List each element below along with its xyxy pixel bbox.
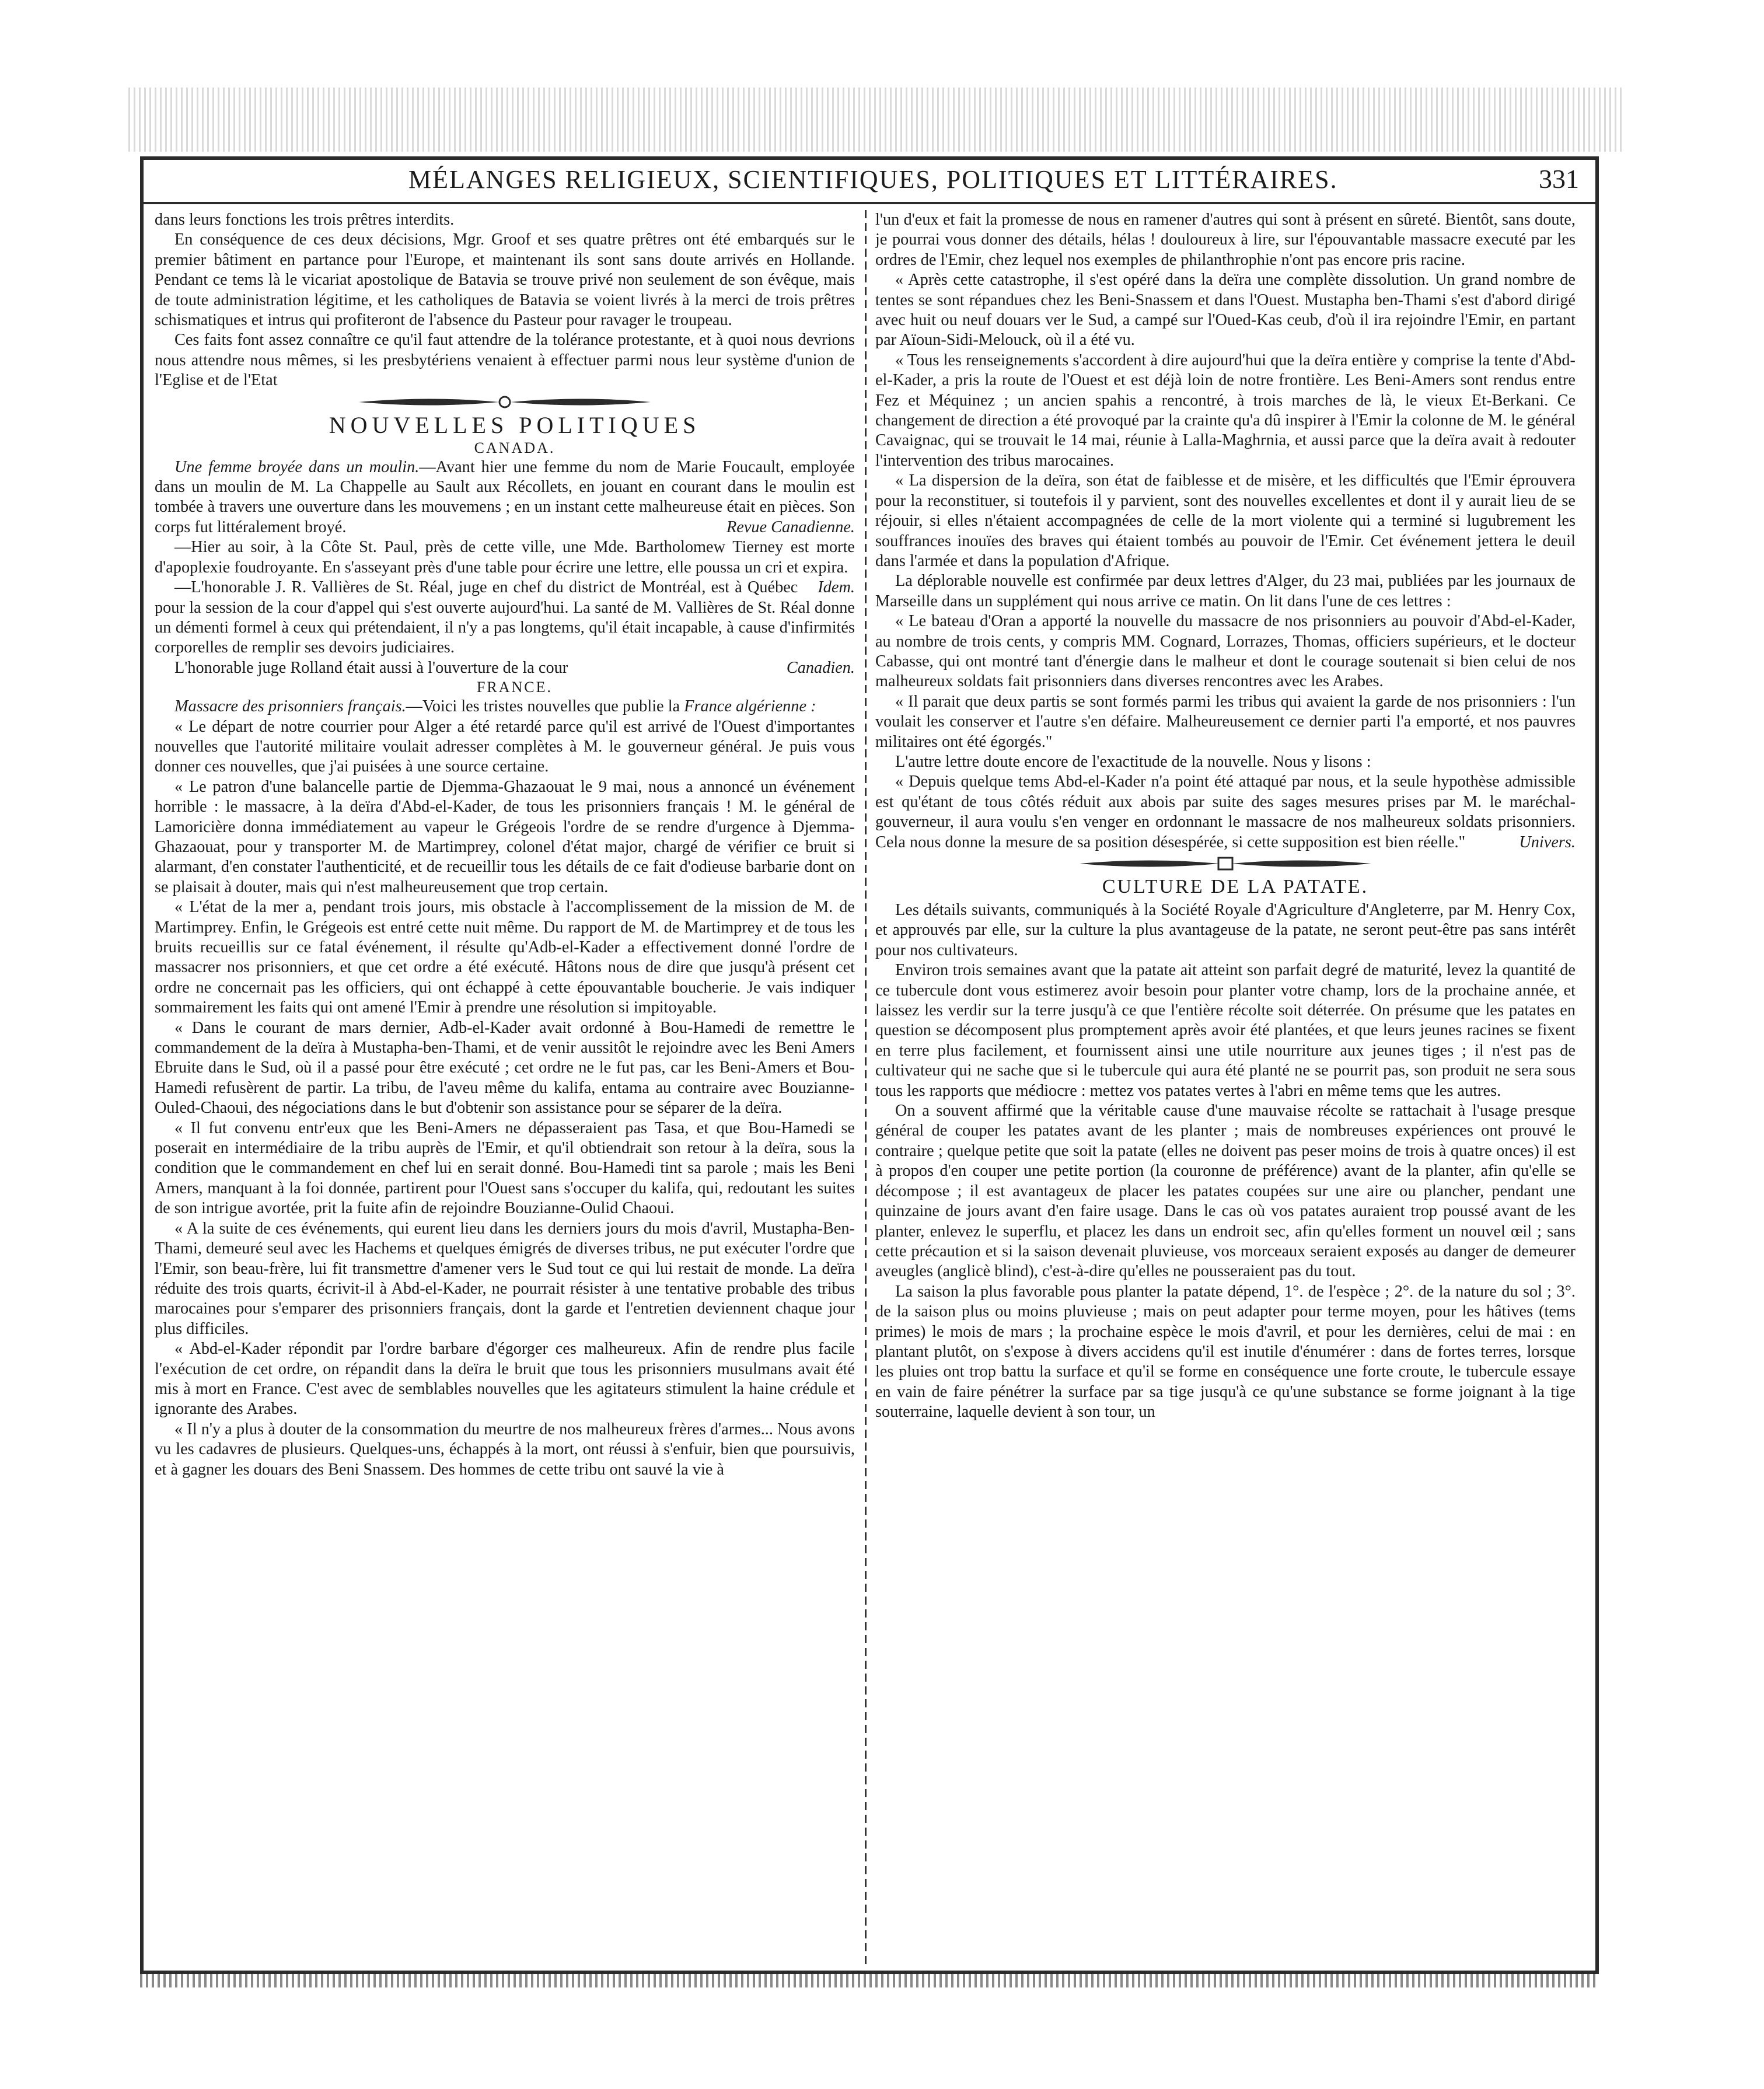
news-paragraph: « Le bateau d'Oran a apporté la nouvelle du massacre de nos prisonniers au pouvoir d'Abd-el-Kader, au nombre de trois cents, y compris MM. Cognard, Lorrazes, Thomas, officiers supérieurs, et le docteur Cabasse, qui ont montré tant d'énergie dans le malheur et dont le courage soutenait si bien celui de nos malheureux soldats fait prisonniers dans diverses rencontres avec les Arabes. (875, 612, 1576, 691)
news-item (155, 537, 855, 597)
heading-france: FRANCE. (476, 679, 553, 696)
news-text: —L'honorable J. R. Vallières de St. Réal, juge en chef du district de Montréal, est à Québec pour la session de la cour d'appel qui s'est ouverte aujourd'hui. La santé de M. Vallières de St. Réal donne un démenti formel à ceux qui prétendaient, il n'y a pas longtems, qu'il était incapable, à cause d'infirmités corporelles de remplir ses devoirs judiciaires. (155, 578, 855, 657)
news-paragraph: « Il parait que deux partis se sont formés parmi les tribus qui avaient la garde de nos prisonniers : l'un voulait les conserver et l'autre s'en défaire. Malheureusement ce dernier parti l'a emporté, et nos pauvres militaires ont été égorgés." (875, 692, 1576, 751)
news-source-univers: Univers. (1519, 833, 1576, 851)
france-lead: Massacre des prisonniers français. (174, 697, 406, 716)
news-source: Idem. (818, 578, 855, 597)
news-text: L'honorable juge Rolland était aussi à l'ouverture de la cour (174, 658, 568, 677)
news-source: Revue Canadienne. (726, 518, 855, 536)
intro-line: dans leurs fonctions les trois prêtres interdits. (155, 211, 455, 229)
france-paragraph: « Le départ de notre courrier pour Alger a été retardé parce qu'il est arrivé de l'Ouest d'importantes nouvelles que l'autorité militaire voulait adresser complètes à M. le gouverneur général. Je puis vous donner ces nouvelles, que j'ai puisées à une source certaine. (155, 717, 855, 776)
right-column (875, 210, 1576, 1966)
page-number: 331 (1539, 164, 1579, 194)
news-text: —Hier au soir, à la Côte St. Paul, près de cette ville, une Mde. Bartholomew Tierney est morte d'apoplexie foudroyante. En s'asseyant près d'une table pour écrire une lettre, elle poussa un cri et expira. (155, 538, 855, 577)
news-text: « Depuis quelque tems Abd-el-Kader n'a point été attaqué par nous, et la seule hypothèse admissible est qu'étant de tous côtés réduit aux abois par suite des sages mesures prises par M. le maréchal-gouverneur, il aura voulu s'en venger en ordonnant le massacre de nos malheureux soldats prisonniers. Cela nous donne la mesure de sa position désespérée, si cette supposition est bien réelle." (875, 773, 1576, 851)
france-paragraph: « Abd-el-Kader répondit par l'ordre barbare d'égorger ces malheureux. Afin de rendre plus facile l'exécution de cet ordre, on répandit dans la deïra le bruit que tous les prisonniers musulmans avait été mis à mort en France. C'est avec de semblables nouvelles que les agitateurs stimulent la haine crédule et ignorante des Arabes. (155, 1340, 855, 1419)
news-paragraph: l'un d'eux et fait la promesse de nous en ramener d'autres qui sont à présent en sûreté. Bientôt, sans doute, je pourrai vous donner des détails, hélas ! douloureux à lire, sur l'épouvantable massacre executé par les ordres de l'Emir, chez lequel nos exemples de philanthrophie n'ont pas encore pris racine. (875, 211, 1576, 269)
news-paragraph (875, 772, 1576, 853)
running-title: MÉLANGES RELIGIEUX, SCIENTIFIQUES, POLITIQUES ET LITTÉRAIRES. (408, 165, 1338, 194)
left-column (155, 210, 855, 1966)
france-paragraph: « A la suite de ces événements, qui eurent lieu dans les derniers jours du mois d'avril, Mustapha-Ben-Thami, demeuré seul avec les Hachems et quelques émigrés de diverses tribus, ne put exécuter l'ordre que l'Emir, son beau-frère, lui fit transmettre d'amener vers le Sud tout ce qui lui restait de monde. La deïra réduite des trois quarts, écrivit-il à Abd-el-Kader, ne pourrait résister à une tentative probable des tribus marocaines pour s'emparer des prisonniers français, dont la garde et l'entretien deviennent chaque jour plus difficiles. (155, 1219, 855, 1338)
news-paragraph: La déplorable nouvelle est confirmée par deux lettres d'Alger, du 23 mai, publiées par les journaux de Marseille dans un supplément qui nous arrive ce matin. On lit dans l'une de ces lettres : (875, 572, 1576, 610)
ornament-divider-icon (1074, 856, 1377, 871)
news-item (155, 658, 855, 678)
intro-paragraph: Ces faits font assez connaître ce qu'il faut attendre de la tolérance protestante, et à quoi nous devrions nous attendre nous mêmes, si les presbytériens venaient à effectuer parmi nous leur système d'union de l'Eglise et de l'Etat (155, 331, 855, 390)
culture-paragraph: Environ trois semaines avant que la patate ait atteint son parfait degré de maturité, levez la quantité de ce tubercule dont vous estimerez avoir besoin pour planter votre champ, lors de la prochaine année, et laissez les verdir sur la terre jusqu'à ce que l'entière récolte soit déterrée. On présume que les patates en question se décomposent plus promptement après avoir été plantées, et que leurs jeunes racines se fixent en terre plus facilement, et fournissent ainsi une utile nourriture aux jeunes tiges ; il n'est pas de cultivateur qui ne sache que si le tubercule qui aura été planté ne se pourrit pas, son produit ne sera sous tous les rapports que médiocre : mettez vos patates vertes à l'abri en même tems que les autres. (875, 961, 1576, 1100)
ornament-divider-icon (353, 394, 656, 410)
news-item (155, 457, 855, 538)
scan-noise-top (128, 88, 1622, 152)
page-header (140, 162, 1599, 200)
news-text: —Avant hier une femme du nom de Marie Foucault, employée dans un moulin de M. La Chappelle au Sault aux Récollets, en jouant en courant dans le moulin est tombée à travers une ouverture dans les mouvemens ; en un instant cette malheureuse était en pièces. Son corps fut littéralement broyé. (155, 457, 855, 536)
news-source: Canadien. (786, 658, 855, 677)
france-lead-text: —Voici les tristes nouvelles que publie la (406, 697, 680, 716)
news-paragraph: « Après cette catastrophe, il s'est opéré dans la deïra une complète dissolution. Un grand nombre de tentes se sont répandues chez les Beni-Snassem et dans l'Ouest. Mustapha ben-Thami s'est d'abord dirigé avec huit ou neuf douars ver le Sud, a campé sur l'Oued-Kas ceub, d'où il ira rejoindre l'Emir, en partant par Aïoun-Sidi-Melouck, où il a été vu. (875, 271, 1576, 350)
culture-paragraph: Les détails suivants, communiqués à la Société Royale d'Agriculture d'Angleterre, par M. Henry Cox, et approuvés par elle, sur la culture la plus avantageuse de la patate, ne seront peut-être pas sans intérêt pour nos cultivateurs. (875, 901, 1576, 959)
heading-canada: CANADA. (474, 439, 556, 456)
france-paper: France algérienne : (684, 697, 816, 716)
news-paragraph: « Tous les renseignements s'accordent à dire aujourd'hui que la deïra entière y comprise la tente d'Abd-el-Kader, a pris la route de l'Ouest et est déjà loin de notre frontière. Les Beni-Amers sont rendus entre Fez et Méquinez ; un ancien spahis a rencontré, à trois marches de là, le vieux Et-Berkani. Ce changement de direction a été provoqué par la crainte qu'a dû inspirer à l'Emir la colonne de M. le général Cavaignac, qui se trouvait le 14 mai, réunie à Lalla-Maghrnia, et aussi parce que la deïra avait à redouter l'intervention des tribus marocaines. (875, 351, 1576, 470)
header-rule (140, 202, 1599, 204)
column-divider (865, 210, 867, 1966)
scan-noise-bottom (140, 1971, 1599, 1987)
section-title-nouvelles: NOUVELLES POLITIQUES (329, 411, 701, 438)
section-title-culture: CULTURE DE LA PATATE. (1102, 876, 1369, 897)
news-paragraph: L'autre lettre doute encore de l'exactitude de la nouvelle. Nous y lisons : (895, 752, 1371, 771)
france-paragraph: « Il fut convenu entr'eux que les Beni-Amers ne dépasseraient pas Tasa, et que Bou-Hamedi se poserait en intermédiaire de la tribu auprès de l'Emir, et qu'il obtiendrait son retour à la deïra, sous la condition que le commandement en chef lui en serait donné. Bou-Hamedi tint sa parole ; mais les Beni Amers, manquant à la foi donnée, partirent pour l'Ouest sans s'occuper du kalifa, qui, redoutant les suites de son intrigue avortée, prit la fuite afin de rejoindre Bouzianne-Oulid Chaoui. (155, 1119, 855, 1218)
france-paragraph: « L'état de la mer a, pendant trois jours, mis obstacle à l'accomplissement de la mission de M. de Martimprey. Enfin, le Grégeois est entré cette nuit même. Du rapport de M. de Martimprey et de tous les bruits recueillis sur ce fatal événement, il résulte qu'Adb-el-Kader a effectivement donné l'ordre de massacrer nos prisonniers, et que cet ordre a été exécuté. Hâtons nous de dire que jusqu'à présent cet ordre ne concernait pas les officiers, qui ont échappé à cette épouvantable boucherie. Je vais indiquer sommairement les faits qui ont amené l'Emir à prendre une résolution si impitoyable. (155, 898, 855, 1017)
news-paragraph: « La dispersion de la deïra, son état de faiblesse et de misère, et les difficultés que l'Emir éprouvera pour la reconstituer, si toutefois il y parvient, sont des nouvelles excellentes et dont il y aurait lieu de se réjouir, si elles n'étaient accompagnées de celle de la mort violente qui a terminé si lugubrement les souffrances inouïes des braves qui étaient tombés au pouvoir de l'Emir. Cet événement jettera le deuil dans l'armée et dans la population d'Afrique. (875, 471, 1576, 570)
news-item (155, 578, 855, 658)
france-paragraph: « Dans le courant de mars dernier, Adb-el-Kader avait ordonné à Bou-Hamedi de remettre le commandement de la deïra à Mustapha-ben-Thami, et de venir aussitôt le rejoindre avec les Beni Amers Ebruite dans le Sud, où il a passé pour être exécuté ; cet ordre ne le fut pas, car les Beni-Amers et Bou-Hamedi refusèrent de partir. La tribu, de l'aveu même du kalifa, entama au contraire avec Bouzianne-Ouled-Chaoui, des négociations dans le but d'obtenir son assistance pour se séparer de la deïra. (155, 1018, 855, 1117)
france-paragraph: « Il n'y a plus à douter de la consommation du meurtre de nos malheureux frères d'armes... Nous avons vu les cadavres de plusieurs. Quelques-uns, échappés à la mort, ont réussi à s'enfuir, bien que poursuivis, et à gagner les douars des Beni Snassem. Des hommes de cette tribu ont sauvé la vie à (155, 1420, 855, 1479)
culture-paragraph: On a souvent affirmé que la véritable cause d'une mauvaise récolte se rattachait à l'usage presque général de couper les patates avant de les planter ; mais de nombreuses expériences ont prouvé le contraire ; quelque petite que soit la patate (elles ne doivent pas peser moins de trois à quatre onces) il est à propos d'en couper une petite portion (la couronne de préférence) avant de la planter, afin qu'elle se décompose ; il est avantageux de placer les patates coupées sur une aire ou plancher, pendant une quinzaine de jours avant d'en faire usage. Dans le cas où vos patates auraient trop poussé avant de les planter, enlevez le superflu, et placez les dans un endroit sec, afin qu'elles forment un nouvel œil ; sans cette précaution et si la saison devenait pluvieuse, vos morceaux seraient exposés au danger de demeurer aveugles (anglicè blind), c'est-à-dire qu'elles ne pousseraient pas du tout. (875, 1102, 1576, 1281)
france-paragraph: « Le patron d'une balancelle partie de Djemma-Ghazaouat le 9 mai, nous a annoncé un événement horrible : le massacre, à la deïra d'Abd-el-Kader, de tous les prisonniers français ! M. le général de Lamoricière donna immédiatement au vapeur le Grégeois l'ordre de se rendre d'urgence à Djemma-Ghazaouat, pour y transporter M. de Martimprey, colonel d'état major, chargé de vérifier ce bruit si alarmant, d'en constater l'authenticité, et de recueillir tous les détails de ce fait d'odieuse barbarie dont on se plaisait à douter, mais qui n'est malheureusement que trop certain. (155, 777, 855, 896)
france-intro (155, 697, 855, 717)
news-lead: Une femme broyée dans un moulin. (174, 457, 420, 476)
culture-paragraph: La saison la plus favorable pous planter la patate dépend, 1°. de l'espèce ; 2°. de la nature du sol ; 3°. de la saison plus ou moins pluvieuse ; mais on peut adapter pour terme moyen, pour les hâtives (tems primes) le mois de mars ; la prochaine espèce le mois d'avril, et pour les dernières, celui de mai : en plantant plutôt, on s'expose à divers accidens qu'il est inutile d'énumérer : dans de fortes terres, lorsque les pluies ont trop battu la surface et qu'il se forme en conséquence une forte croute, le tubercule essaye en vain de faire pénétrer la surface par sa tige jusqu'à ce qu'une substance se forme joignant à la tige souterraine, laquelle devient à son tour, un (875, 1282, 1576, 1421)
intro-paragraph: En conséquence de ces deux décisions, Mgr. Groof et ses quatre prêtres ont été embarqués sur le premier bâtiment en partance pour l'Europe, et maintenant ils sont sans doute arrivés en Hollande. Pendant ce tems là le vicariat apostolique de Batavia se trouve privé non seulement de son évêque, mais de toute administration légitime, et les catholiques de Batavia se voient livrés à la merci de trois prêtres schismatiques et intrus qui profiteront de l'absence du Pasteur pour ravager le troupeau. (155, 230, 855, 330)
